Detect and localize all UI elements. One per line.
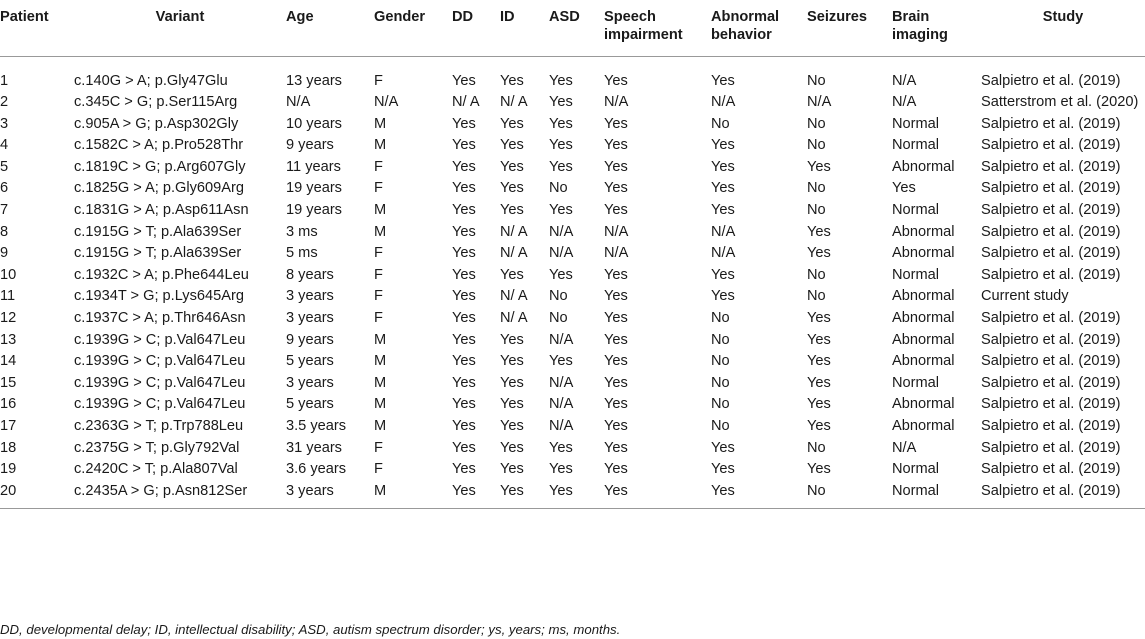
cell-speech-impairment: N/A — [604, 245, 629, 262]
cell-seizures: No — [807, 439, 826, 456]
table-row — [0, 222, 1145, 244]
cell-asd: N/A — [549, 245, 574, 262]
cell-id: Yes — [500, 180, 524, 197]
cell-brain-imaging: N/A — [892, 94, 917, 111]
cell-study: Salpietro et al. (2019) — [981, 115, 1121, 132]
cell-seizures: No — [807, 288, 826, 305]
cell-speech-impairment: Yes — [604, 374, 628, 391]
cell-gender: M — [374, 223, 387, 240]
cell-patient: 4 — [0, 137, 9, 154]
cell-id: Yes — [500, 481, 549, 509]
cell-asd: No — [549, 288, 568, 305]
cell-study: Salpietro et al. (2019) — [981, 245, 1121, 262]
cell-brain-imaging: Normal — [892, 115, 940, 132]
cell-speech-impairment: Yes — [604, 461, 628, 478]
cell-abnormal-behavior: Yes — [711, 439, 735, 456]
cell-seizures: No — [807, 72, 826, 89]
cell-dd: Yes — [452, 115, 476, 132]
cell-age: 9 years — [286, 331, 334, 348]
cell-dd: N/ A — [452, 94, 480, 111]
cell-abnormal-behavior: No — [711, 115, 730, 132]
cell-gender: M — [374, 115, 387, 132]
cell-abnormal-behavior: No — [711, 374, 730, 391]
cell-age: 8 years — [286, 266, 334, 283]
cell-id: Yes — [500, 72, 524, 89]
cell-id: Yes — [500, 158, 524, 175]
cell-asd: Yes — [549, 115, 573, 132]
cell-study: Salpietro et al. (2019) — [981, 439, 1121, 456]
cell-brain-imaging: N/A — [892, 72, 917, 89]
cell-variant: c.2363G > T; p.Trp788Leu — [74, 418, 244, 434]
table-row — [0, 394, 1145, 416]
cell-gender: F — [374, 310, 383, 327]
cell-id: Yes — [500, 461, 524, 478]
table-row — [0, 308, 1145, 330]
cell-dd: Yes — [452, 202, 476, 219]
cell-gender: M — [374, 374, 387, 391]
cell-gender: M — [374, 202, 387, 219]
cell-brain-imaging: Yes — [892, 180, 916, 197]
cell-dd: Yes — [452, 439, 476, 456]
cell-asd: Yes — [549, 439, 573, 456]
cell-id: N/ A — [500, 223, 528, 240]
cell-study: Salpietro et al. (2019) — [981, 331, 1121, 348]
cell-speech-impairment: Yes — [604, 396, 628, 413]
cell-brain-imaging: Abnormal — [892, 223, 955, 240]
header-patient: Patient — [0, 0, 74, 56]
cell-abnormal-behavior: Yes — [711, 180, 735, 197]
cell-seizures: Yes — [807, 461, 831, 478]
cell-brain-imaging: Normal — [892, 481, 981, 509]
table-footnote: DD, developmental delay; ID, intellectual disability; ASD, autism spectrum disorder; ys, years; ms, months. — [0, 622, 621, 637]
cell-age: 3.5 years — [286, 418, 347, 434]
table-header-row — [0, 0, 1145, 56]
cell-patient: 1 — [0, 72, 9, 89]
cell-brain-imaging: Abnormal — [892, 158, 955, 175]
cell-patient: 10 — [0, 266, 17, 283]
cell-speech-impairment: Yes — [604, 310, 628, 327]
cell-speech-impairment: Yes — [604, 180, 628, 197]
cell-variant: c.905A > G; p.Asp302Gly — [74, 115, 239, 132]
cell-dd: Yes — [452, 374, 476, 391]
cell-variant: c.1819C > G; p.Arg607Gly — [74, 158, 246, 175]
table-row — [0, 265, 1145, 287]
header-variant: Variant — [74, 0, 286, 56]
cell-variant: c.1939G > C; p.Val647Leu — [74, 374, 246, 391]
cell-dd: Yes — [452, 396, 476, 413]
cell-study: Salpietro et al. (2019) — [981, 266, 1121, 283]
cell-variant: c.1825G > A; p.Gly609Arg — [74, 180, 244, 197]
cell-seizures: N/A — [807, 94, 832, 111]
cell-variant: c.1939G > C; p.Val647Leu — [74, 353, 246, 370]
cell-study: Salpietro et al. (2019) — [981, 180, 1121, 197]
cell-id: Yes — [500, 115, 524, 132]
cell-variant: c.1939G > C; p.Val647Leu — [74, 331, 246, 348]
cell-study: Salpietro et al. (2019) — [981, 158, 1121, 175]
cell-study: Salpietro et al. (2019) — [981, 396, 1121, 413]
cell-patient: 2 — [0, 94, 9, 111]
cell-age: 5 years — [286, 396, 334, 413]
cell-speech-impairment: Yes — [604, 418, 628, 434]
cell-asd: Yes — [549, 72, 573, 89]
table-row — [0, 416, 1145, 438]
cell-study: Salpietro et al. (2019) — [981, 353, 1121, 370]
cell-seizures: Yes — [807, 223, 831, 240]
cell-brain-imaging: Normal — [892, 137, 940, 154]
cell-seizures: Yes — [807, 331, 831, 348]
cell-abnormal-behavior: No — [711, 310, 730, 327]
cell-speech-impairment: N/A — [604, 94, 629, 111]
table-row — [0, 459, 1145, 481]
cell-asd: Yes — [549, 481, 604, 509]
cell-asd: Yes — [549, 202, 573, 219]
cell-abnormal-behavior: N/A — [711, 245, 736, 262]
cell-speech-impairment: Yes — [604, 481, 711, 509]
cell-abnormal-behavior: No — [711, 418, 730, 434]
header-gender: Gender — [374, 0, 452, 56]
table-row — [0, 351, 1145, 373]
cell-patient: 20 — [0, 481, 74, 509]
cell-speech-impairment: Yes — [604, 115, 628, 132]
cell-seizures: Yes — [807, 396, 831, 413]
cell-age: 5 ms — [286, 245, 318, 262]
cell-age: 3 years — [286, 374, 334, 391]
cell-asd: Yes — [549, 353, 573, 370]
cell-dd: Yes — [452, 331, 476, 348]
cell-speech-impairment: Yes — [604, 158, 628, 175]
cell-study: Salpietro et al. (2019) — [981, 310, 1121, 327]
cell-abnormal-behavior: Yes — [711, 202, 735, 219]
header-study: Study — [981, 0, 1145, 56]
cell-brain-imaging: Abnormal — [892, 288, 955, 305]
cell-brain-imaging: Abnormal — [892, 396, 955, 413]
cell-seizures: Yes — [807, 374, 831, 391]
cell-gender: M — [374, 396, 387, 413]
cell-dd: Yes — [452, 223, 476, 240]
cell-age: 31 years — [286, 439, 342, 456]
cell-gender: F — [374, 180, 383, 197]
cell-study: Salpietro et al. (2019) — [981, 461, 1121, 478]
cell-brain-imaging: Abnormal — [892, 245, 955, 262]
cell-age: 3.6 years — [286, 461, 347, 478]
table-row — [0, 330, 1145, 352]
cell-study: Salpietro et al. (2019) — [981, 202, 1121, 219]
cell-dd: Yes — [452, 310, 476, 327]
cell-patient: 17 — [0, 418, 17, 434]
cell-age: 19 years — [286, 180, 342, 197]
cell-speech-impairment: Yes — [604, 353, 628, 370]
cell-gender: F — [374, 461, 383, 478]
cell-abnormal-behavior: Yes — [711, 137, 735, 154]
cell-study: Salpietro et al. (2019) — [981, 481, 1145, 509]
cell-gender: M — [374, 137, 387, 154]
cell-gender: N/A — [374, 94, 399, 111]
cell-variant: c.1915G > T; p.Ala639Ser — [74, 223, 242, 240]
cell-abnormal-behavior: N/A — [711, 223, 736, 240]
cell-patient: 19 — [0, 461, 17, 478]
cell-speech-impairment: Yes — [604, 72, 628, 89]
cell-id: N/ A — [500, 310, 528, 327]
cell-variant: c.1934T > G; p.Lys645Arg — [74, 288, 244, 305]
table-row — [0, 178, 1145, 200]
header-seizures: Seizures — [807, 0, 892, 56]
cell-id: Yes — [500, 439, 524, 456]
cell-asd: N/A — [549, 331, 574, 348]
cell-id: N/ A — [500, 94, 528, 111]
cell-id: Yes — [500, 331, 524, 348]
cell-brain-imaging: N/A — [892, 439, 917, 456]
cell-asd: No — [549, 180, 568, 197]
cell-patient: 14 — [0, 353, 17, 370]
cell-id: Yes — [500, 266, 524, 283]
table-row — [0, 157, 1145, 179]
cell-variant: c.2420C > T; p.Ala807Val — [74, 461, 238, 478]
table-body — [0, 56, 1145, 509]
cell-brain-imaging: Abnormal — [892, 331, 955, 348]
cell-asd: Yes — [549, 266, 573, 283]
cell-id: Yes — [500, 396, 524, 413]
cell-speech-impairment: Yes — [604, 137, 628, 154]
cell-patient: 5 — [0, 158, 9, 175]
cell-brain-imaging: Abnormal — [892, 353, 955, 370]
cell-asd: N/A — [549, 396, 574, 413]
cell-variant: c.345C > G; p.Ser115Arg — [74, 94, 238, 111]
cell-brain-imaging: Normal — [892, 266, 940, 283]
cell-variant: c.1932C > A; p.Phe644Leu — [74, 266, 249, 283]
table-row — [0, 135, 1145, 157]
cell-asd: Yes — [549, 94, 573, 111]
cell-patient: 7 — [0, 202, 9, 219]
cell-abnormal-behavior: Yes — [711, 481, 807, 509]
cell-abnormal-behavior: Yes — [711, 158, 735, 175]
cell-variant: c.2435A > G; p.Asn812Ser — [74, 481, 286, 509]
header-id: ID — [500, 0, 549, 56]
cell-gender: M — [374, 331, 387, 348]
cell-study: Salpietro et al. (2019) — [981, 72, 1121, 89]
cell-seizures: No — [807, 137, 826, 154]
cell-asd: Yes — [549, 137, 573, 154]
cell-abnormal-behavior: No — [711, 353, 730, 370]
cell-variant: c.1937C > A; p.Thr646Asn — [74, 310, 246, 327]
cell-speech-impairment: Yes — [604, 202, 628, 219]
cell-brain-imaging: Normal — [892, 461, 940, 478]
cell-age: N/A — [286, 94, 311, 111]
cell-seizures: No — [807, 180, 826, 197]
cell-speech-impairment: Yes — [604, 288, 628, 305]
cell-gender: M — [374, 418, 387, 434]
cell-dd: Yes — [452, 461, 476, 478]
cell-gender: M — [374, 481, 452, 509]
cell-dd: Yes — [452, 180, 476, 197]
cell-asd: No — [549, 310, 568, 327]
cell-variant: c.1831G > A; p.Asp611Asn — [74, 202, 249, 219]
header-brain-imaging: Brain imaging — [892, 0, 981, 56]
table-row — [0, 286, 1145, 308]
table-row — [0, 243, 1145, 265]
cell-patient: 8 — [0, 223, 9, 240]
cell-abnormal-behavior: No — [711, 396, 730, 413]
cell-age: 19 years — [286, 202, 342, 219]
table-row — [0, 481, 1145, 509]
cell-seizures: Yes — [807, 418, 831, 434]
cell-patient: 18 — [0, 439, 17, 456]
cell-brain-imaging: Abnormal — [892, 310, 955, 327]
cell-dd: Yes — [452, 158, 476, 175]
cell-age: 3 years — [286, 310, 334, 327]
header-abnormal-behavior: Abnormal behavior — [711, 0, 807, 56]
cell-brain-imaging: Normal — [892, 202, 940, 219]
cell-patient: 6 — [0, 180, 9, 197]
cell-age: 11 years — [286, 158, 341, 175]
header-speech-impairment: Speech impairment — [604, 0, 711, 56]
cell-age: 3 ms — [286, 223, 318, 240]
cell-age: 13 years — [286, 72, 342, 89]
cell-id: N/ A — [500, 288, 528, 305]
header-age: Age — [286, 0, 374, 56]
cell-patient: 16 — [0, 396, 17, 413]
cell-patient: 15 — [0, 374, 17, 391]
cell-variant: c.140G > A; p.Gly47Glu — [74, 72, 228, 89]
cell-dd: Yes — [452, 137, 476, 154]
table-row — [0, 373, 1145, 395]
cell-brain-imaging: Abnormal — [892, 418, 955, 434]
cell-id: Yes — [500, 353, 524, 370]
cell-id: N/ A — [500, 245, 528, 262]
cell-seizures: Yes — [807, 353, 831, 370]
cell-asd: Yes — [549, 158, 573, 175]
cell-seizures: Yes — [807, 310, 831, 327]
cell-id: Yes — [500, 418, 524, 434]
cell-variant: c.2375G > T; p.Gly792Val — [74, 439, 240, 456]
cell-age: 3 years — [286, 288, 334, 305]
cell-study: Salpietro et al. (2019) — [981, 418, 1121, 434]
table-row — [0, 56, 1145, 92]
cell-abnormal-behavior: N/A — [711, 94, 736, 111]
cell-dd: Yes — [452, 72, 476, 89]
cell-abnormal-behavior: Yes — [711, 461, 735, 478]
cell-dd: Yes — [452, 266, 476, 283]
cell-patient: 11 — [0, 288, 16, 305]
cell-abnormal-behavior: Yes — [711, 266, 735, 283]
cell-dd: Yes — [452, 418, 476, 434]
cell-speech-impairment: Yes — [604, 331, 628, 348]
cell-seizures: No — [807, 202, 826, 219]
cell-patient: 9 — [0, 245, 9, 262]
cell-gender: F — [374, 72, 383, 89]
table-row — [0, 114, 1145, 136]
cell-study: Salpietro et al. (2019) — [981, 374, 1121, 391]
cell-gender: F — [374, 245, 383, 262]
cell-seizures: No — [807, 115, 826, 132]
cell-patient: 3 — [0, 115, 9, 132]
cell-dd: Yes — [452, 245, 476, 262]
cell-speech-impairment: N/A — [604, 223, 629, 240]
cell-id: Yes — [500, 202, 524, 219]
cell-id: Yes — [500, 137, 524, 154]
cell-gender: F — [374, 288, 383, 305]
cell-dd: Yes — [452, 481, 500, 509]
cell-seizures: Yes — [807, 158, 831, 175]
cell-asd: Yes — [549, 461, 573, 478]
cell-asd: N/A — [549, 223, 574, 240]
header-dd: DD — [452, 0, 500, 56]
cell-dd: Yes — [452, 353, 476, 370]
cell-abnormal-behavior: Yes — [711, 288, 735, 305]
table-row — [0, 92, 1145, 114]
cell-seizures: Yes — [807, 245, 831, 262]
cell-dd: Yes — [452, 288, 476, 305]
cell-asd: N/A — [549, 418, 574, 434]
cell-gender: F — [374, 266, 383, 283]
cell-variant: c.1939G > C; p.Val647Leu — [74, 396, 246, 413]
cell-age: 3 years — [286, 481, 374, 509]
cell-patient: 12 — [0, 310, 17, 327]
cell-speech-impairment: Yes — [604, 439, 628, 456]
table-row — [0, 438, 1145, 460]
cell-abnormal-behavior: No — [711, 331, 730, 348]
cell-age: 5 years — [286, 353, 334, 370]
cell-abnormal-behavior: Yes — [711, 72, 735, 89]
cell-study: Current study — [981, 288, 1069, 305]
cell-asd: N/A — [549, 374, 574, 391]
cell-study: Salpietro et al. (2019) — [981, 137, 1121, 154]
cell-variant: c.1915G > T; p.Ala639Ser — [74, 245, 242, 262]
cell-age: 10 years — [286, 115, 342, 132]
cell-gender: M — [374, 353, 387, 370]
header-asd: ASD — [549, 0, 604, 56]
cell-brain-imaging: Normal — [892, 374, 940, 391]
cell-age: 9 years — [286, 137, 334, 154]
cell-patient: 13 — [0, 331, 17, 348]
cell-id: Yes — [500, 374, 524, 391]
cell-variant: c.1582C > A; p.Pro528Thr — [74, 137, 244, 154]
cell-seizures: No — [807, 266, 826, 283]
cell-study: Satterstrom et al. (2020) — [981, 94, 1139, 111]
cell-speech-impairment: Yes — [604, 266, 628, 283]
table-row — [0, 200, 1145, 222]
cell-study: Salpietro et al. (2019) — [981, 223, 1121, 240]
cell-gender: F — [374, 158, 383, 175]
cell-gender: F — [374, 439, 383, 456]
cell-seizures: No — [807, 481, 892, 509]
